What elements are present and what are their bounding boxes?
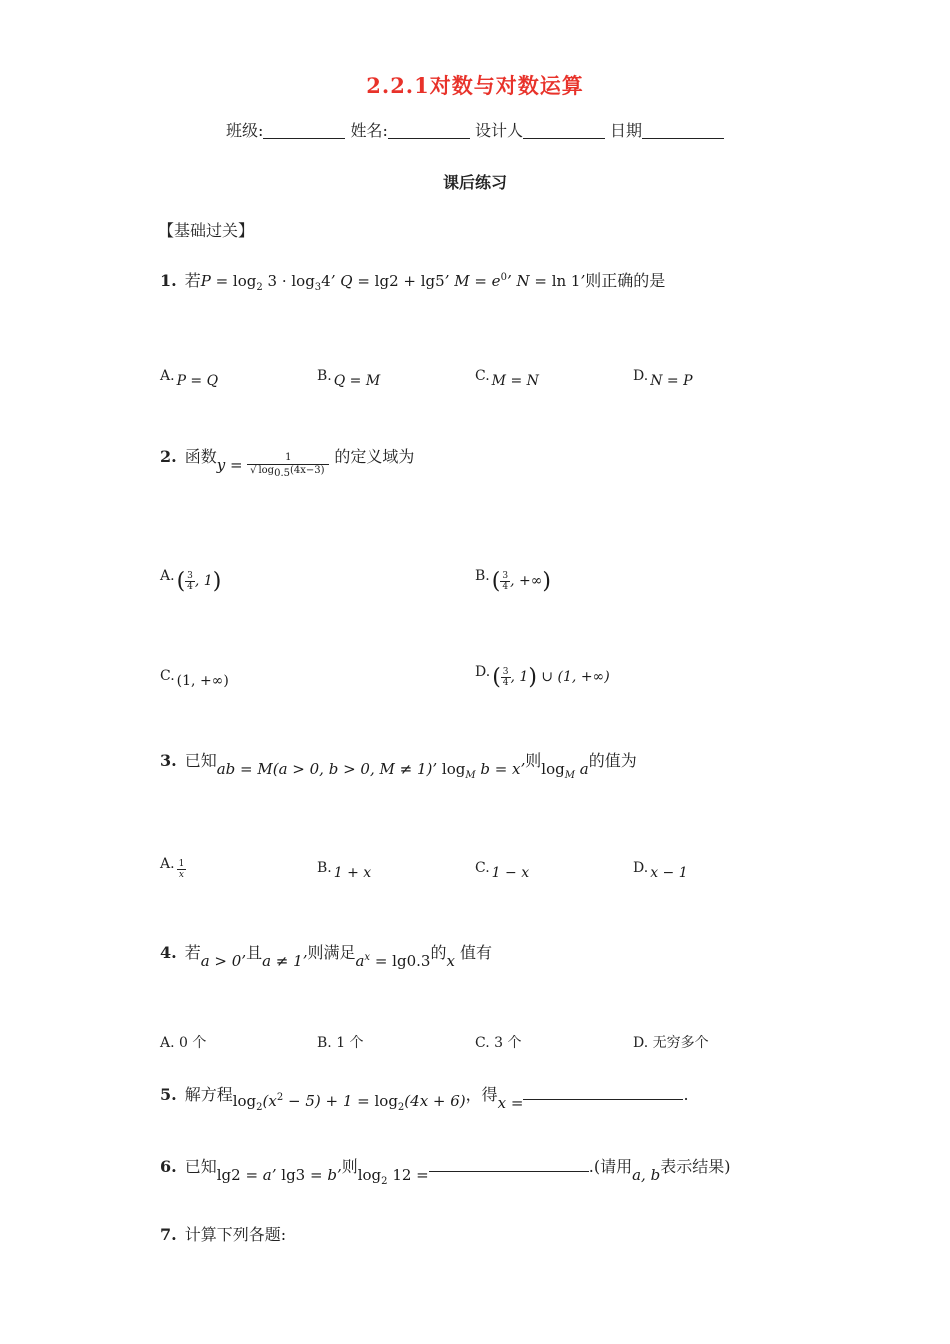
option-label: B. xyxy=(475,568,490,584)
designer-label: 设计人 xyxy=(474,121,523,140)
option-expr: x − 1 xyxy=(650,865,688,881)
date-blank[interactable] xyxy=(642,122,724,139)
q2-prefix: 函数 xyxy=(184,447,217,466)
q1-option-b[interactable] xyxy=(317,368,380,389)
question-6 xyxy=(160,1154,730,1187)
question-3 xyxy=(160,748,637,781)
q3-formula: ab = M(a > 0, b > 0, M ≠ 1)’ $\log_M b = x$’ xyxy=(216,760,526,781)
q1-option-c[interactable] xyxy=(475,368,539,389)
q3-option-a[interactable] xyxy=(160,856,186,880)
question-4 xyxy=(160,940,492,970)
q4-option-a[interactable]: A. 0 个 xyxy=(160,1035,207,1051)
q4-option-d[interactable]: D. 无穷多个 xyxy=(633,1035,709,1051)
date-label: 日期 xyxy=(610,121,643,140)
q3-target: $\log_M a$ xyxy=(541,760,589,781)
question-number: 3. xyxy=(160,751,177,770)
q5-prefix: 解方程 xyxy=(184,1085,233,1104)
option-expr: N = P xyxy=(650,373,693,389)
option-expr: $\frac{1}{x}$ xyxy=(178,858,185,880)
option-expr: ( $\frac{3}{4}$ , +∞) xyxy=(491,569,551,594)
q3-option-b[interactable] xyxy=(317,860,371,881)
q1-option-a[interactable] xyxy=(160,368,218,389)
option-label: D. xyxy=(633,860,649,876)
q4-equation: $a^x = \lg 0.3$ xyxy=(355,952,431,970)
answer-blank[interactable] xyxy=(429,1170,589,1172)
q4-cond1: a > 0’ xyxy=(200,952,247,970)
q6-vars: a, b xyxy=(632,1166,661,1184)
q6-given: lg2 = a’ lg3 = b’ xyxy=(216,1166,342,1184)
option-label: D. xyxy=(475,664,491,680)
q3-option-c[interactable] xyxy=(475,860,529,881)
question-5 xyxy=(160,1082,689,1113)
option-label: A. xyxy=(160,856,175,872)
question-number: 6. xyxy=(160,1157,177,1176)
class-label: 班级: xyxy=(225,121,264,140)
q2-suffix: 的定义域为 xyxy=(334,447,415,466)
q2-option-b[interactable] xyxy=(475,568,551,594)
question-number: 2. xyxy=(160,447,177,466)
q4-suffix: 值有 xyxy=(460,943,493,962)
q1-formula: $P = \log_2 3 \cdot \log_34$’ Q = lg2 + lg5’ $M = e^0$’ N = ln 1’ xyxy=(200,272,586,293)
q5-end: . xyxy=(683,1085,689,1104)
option-label: C. xyxy=(475,860,490,876)
designer-blank[interactable] xyxy=(523,122,605,139)
option-expr: M = N xyxy=(491,373,539,389)
question-2 xyxy=(160,444,414,480)
q3-option-d[interactable] xyxy=(633,860,688,881)
q6-prefix: 已知 xyxy=(184,1157,217,1176)
option-label: A. xyxy=(160,368,175,384)
option-expr: (1, +∞) xyxy=(176,673,229,689)
option-label: B. xyxy=(317,860,332,876)
name-blank[interactable] xyxy=(388,122,470,139)
q4-var: x xyxy=(446,952,455,970)
q2-formula: y = $\frac{1}{√ \log_{0.5}(4x-3)}$ xyxy=(217,456,330,474)
option-label: A. xyxy=(160,568,175,584)
option-expr: ( $\frac{3}{4}$ , 1) xyxy=(176,569,222,594)
q3-suffix: 的值为 xyxy=(588,751,637,770)
q4-option-c[interactable]: C. 3 个 xyxy=(475,1035,522,1051)
question-number: 7. xyxy=(160,1225,177,1244)
class-blank[interactable] xyxy=(263,122,345,139)
q3-then: 则 xyxy=(525,751,542,770)
question-1 xyxy=(160,268,665,293)
option-expr: ( $\frac{3}{4}$ , 1) ∪ (1, +∞) xyxy=(492,665,610,690)
q4-of: 的 xyxy=(430,943,447,962)
name-label: 姓名: xyxy=(350,121,388,140)
section-subtitle: 课后练习 xyxy=(442,173,507,192)
q6-end: .(请用 xyxy=(588,1157,633,1176)
info-line xyxy=(0,118,950,141)
option-expr: 1 + x xyxy=(333,865,372,881)
option-expr: 1 − x xyxy=(491,865,530,881)
q6-end2: 表示结果) xyxy=(660,1157,731,1176)
question-number: 1. xyxy=(160,271,177,290)
section-heading: 【基础过关】 xyxy=(158,221,255,240)
option-label: C. xyxy=(475,368,490,384)
q4-cond2: a ≠ 1’ xyxy=(262,952,308,970)
answer-blank[interactable] xyxy=(523,1098,683,1100)
question-7 xyxy=(160,1222,286,1245)
q5-var: x = xyxy=(497,1094,524,1112)
option-expr: P = Q xyxy=(176,373,219,389)
option-label: B. xyxy=(317,368,332,384)
q4-option-b[interactable]: B. 1 个 xyxy=(317,1035,364,1051)
q4-middle: 则满足 xyxy=(307,943,356,962)
option-expr: Q = M xyxy=(333,373,381,389)
q1-suffix: 则正确的是 xyxy=(585,271,666,290)
q1-prefix: 若 xyxy=(184,271,201,290)
q5-middle: ，得 xyxy=(465,1085,498,1104)
q6-then: 则 xyxy=(341,1157,358,1176)
q2-option-d[interactable] xyxy=(475,664,610,690)
q3-prefix: 已知 xyxy=(184,751,217,770)
option-label: D. xyxy=(633,368,649,384)
option-label: C. xyxy=(160,668,175,684)
q2-option-c[interactable] xyxy=(160,668,229,689)
q4-and: 且 xyxy=(246,943,263,962)
q5-equation: $\log_2(x^2 - 5) + 1 = \log_2(4x + 6)$ xyxy=(232,1092,466,1113)
q7-text: 计算下列各题: xyxy=(184,1225,287,1244)
page-title: 2.2.1对数与对数运算 xyxy=(366,73,584,98)
question-number: 5. xyxy=(160,1085,177,1104)
q4-prefix: 若 xyxy=(184,943,201,962)
q2-option-a[interactable] xyxy=(160,568,221,594)
q6-target: $\log_2 12$ = xyxy=(357,1166,429,1187)
q1-option-d[interactable] xyxy=(633,368,693,389)
question-number: 4. xyxy=(160,943,177,962)
